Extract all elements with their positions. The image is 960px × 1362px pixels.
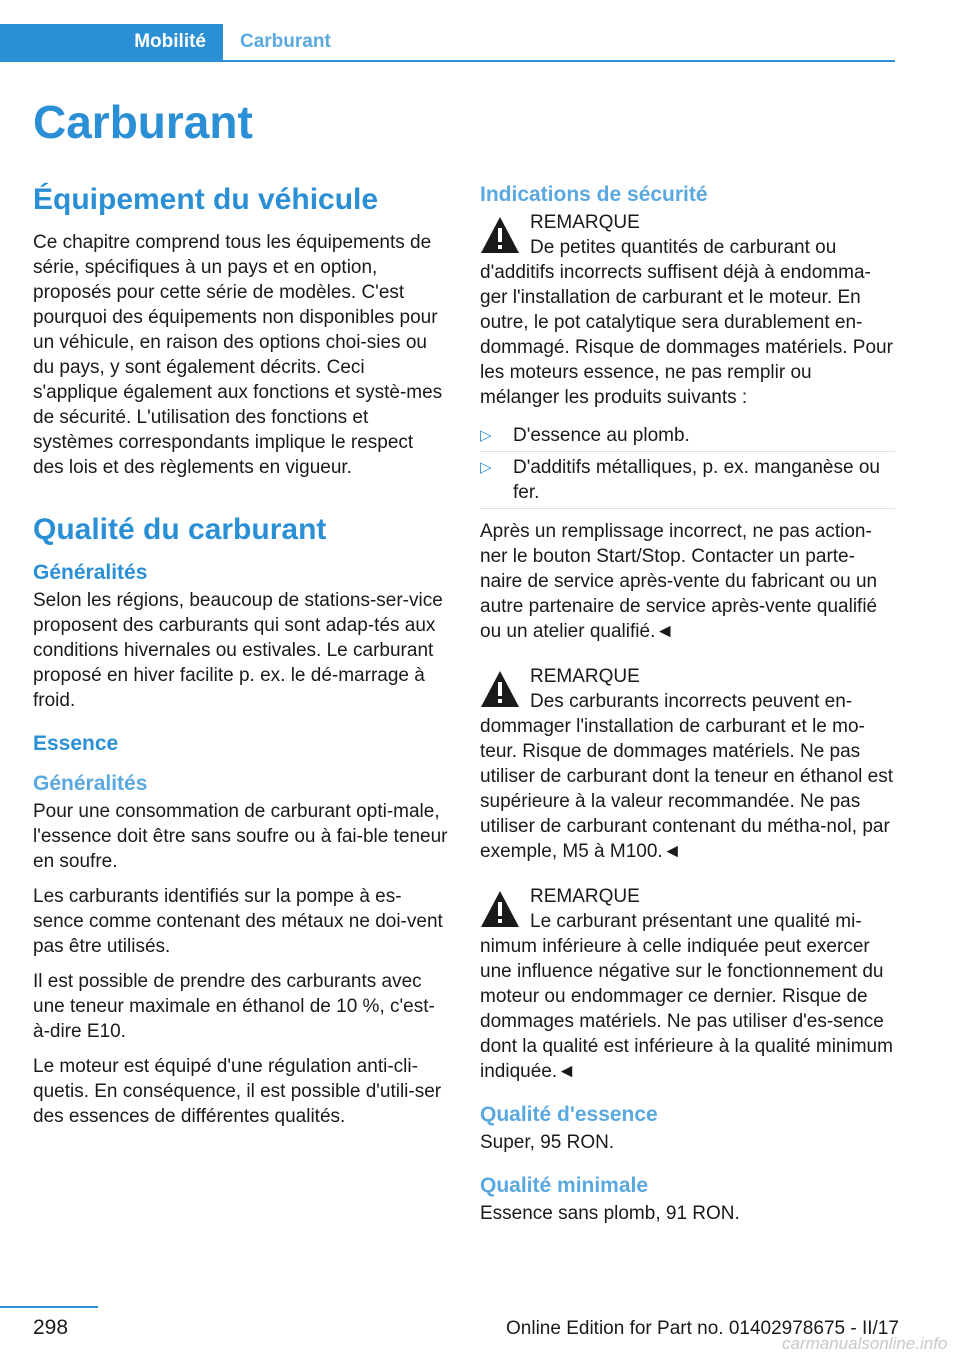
essence-title: Essence bbox=[33, 732, 119, 755]
tab-mobilite[interactable]: Mobilité bbox=[0, 24, 223, 60]
page-number: 298 bbox=[33, 1316, 69, 1339]
warning-text: dommager l'installation de carburant et le mo‐teur. Risque de dommages matériels. Ne pas utiliser de carburant dont la teneur en éthanol est supérieure à la valeur recommandée. Ne pas utiliser de carburant contenant du métha‐nol, par exemple, M5 à M100.◄ bbox=[480, 716, 893, 862]
section-equipement-title: Équipement du véhicule bbox=[33, 183, 379, 216]
generalites-title: Généralités bbox=[33, 561, 148, 584]
list-item-text: D'essence au plomb. bbox=[513, 425, 690, 446]
watermark: carmanualsonline.info bbox=[782, 1334, 948, 1353]
warning-text: nimum inférieure à celle indiquée peut exercer une influence négative sur le fonctionnement du moteur ou endommager ce dernier. Risque de dommages matériels. Ne pas utiliser d'es‐sence dont la qualité est inférieure à la qualité minimum indiquée.◄ bbox=[480, 936, 893, 1082]
warning-first-line: Le carburant présentant une qualité mi‐ bbox=[530, 911, 862, 932]
warning-block bbox=[480, 884, 895, 1084]
triangle-bullet-icon: ▷ bbox=[480, 427, 492, 444]
section-qualite-title: Qualité du carburant bbox=[33, 513, 327, 546]
safety-title: Indications de sécurité bbox=[480, 183, 708, 206]
warning-triangle-icon bbox=[480, 670, 520, 708]
triangle-bullet-icon: ▷ bbox=[480, 459, 492, 476]
generalites-text: Selon les régions, beaucoup de stations-ser‐vice proposent des carburants qui sont adap‐tés aux conditions hivernales ou estivales. Le carburant proposé en hiver facilite p. ex. le dé‐marrage à froid. bbox=[33, 590, 443, 711]
warning-label: REMARQUE bbox=[530, 666, 640, 687]
list-item-text: D'additifs métalliques, p. ex. manganèse ou fer. bbox=[513, 457, 880, 503]
warning-label: REMARQUE bbox=[530, 886, 640, 907]
header-tabbar bbox=[0, 24, 895, 62]
warning-first-line: De petites quantités de carburant ou bbox=[530, 237, 837, 258]
page-title: Carburant bbox=[33, 96, 253, 148]
warning-triangle-icon bbox=[480, 890, 520, 928]
tab-carburant[interactable]: Carburant bbox=[240, 31, 331, 52]
min-quality-title: Qualité minimale bbox=[480, 1174, 649, 1197]
warning-first-line: Des carburants incorrects peuvent en‐ bbox=[530, 691, 853, 712]
forbidden-products-list bbox=[480, 420, 895, 509]
header-divider bbox=[0, 60, 895, 62]
essence-paragraph: Il est possible de prendre des carburants avec une teneur maximale en éthanol de 10 %, c'est-à-dire E10. bbox=[33, 971, 435, 1042]
right-column bbox=[480, 180, 895, 1236]
essence-paragraph: Le moteur est équipé d'une régulation anti-cli‐quetis. En conséquence, il est possible d'utili‐ser des essences de différentes qualités. bbox=[33, 1056, 442, 1127]
warning-after-text: Après un remplissage incorrect, ne pas action‐ner le bouton Start/Stop. Contacter un parte‐naire de service après-vente du fabricant ou un autre partenaire de service après-vente qualifié ou un atelier qualifié.◄ bbox=[480, 521, 878, 642]
quality-text: Super, 95 RON. bbox=[480, 1132, 615, 1153]
footer-divider bbox=[0, 1306, 98, 1308]
essence-generalites-title: Généralités bbox=[33, 772, 148, 795]
essence-paragraph: Pour une consommation de carburant opti‐male, l'essence doit être sans soufre ou à fai‐ble teneur en soufre. bbox=[33, 801, 448, 872]
quality-title: Qualité d'essence bbox=[480, 1103, 658, 1126]
warning-triangle-icon bbox=[480, 216, 520, 254]
essence-paragraph: Les carburants identifiés sur la pompe à es‐sence comme contenant des métaux ne doi‐vent pas être utilisés. bbox=[33, 886, 443, 957]
warning-block bbox=[480, 664, 895, 864]
min-quality-text: Essence sans plomb, 91 RON. bbox=[480, 1203, 740, 1224]
list-item bbox=[480, 420, 895, 452]
section-equipement-text: Ce chapitre comprend tous les équipements de série, spécifiques à un pays et en option, proposés pour cette série de modèles. C'est pourquoi des équipements non disponibles pour un véhicule, en raison des options choi‐sies ou du pays, y sont également décrits. Ceci s'applique également aux fonctions et systè‐mes de sécurité. L'utilisation des fonctions et systèmes correspondants implique le respect des lois et des règlements en vigueur. bbox=[33, 232, 443, 478]
left-column bbox=[33, 180, 448, 1139]
warning-text: d'additifs incorrects suffisent déjà à endomma‐ger l'installation de carburant et le moteur. En outre, le pot catalytique sera durablement en‐dommagé. Risque de dommages matériels. Pour les moteurs essence, ne pas remplir ou mélanger les produits suivants : bbox=[480, 262, 893, 408]
warning-block bbox=[480, 210, 895, 644]
edition-text: Online Edition for Part no. 01402978675 - II/17 bbox=[506, 1318, 899, 1339]
list-item bbox=[480, 452, 895, 509]
warning-label: REMARQUE bbox=[530, 212, 640, 233]
